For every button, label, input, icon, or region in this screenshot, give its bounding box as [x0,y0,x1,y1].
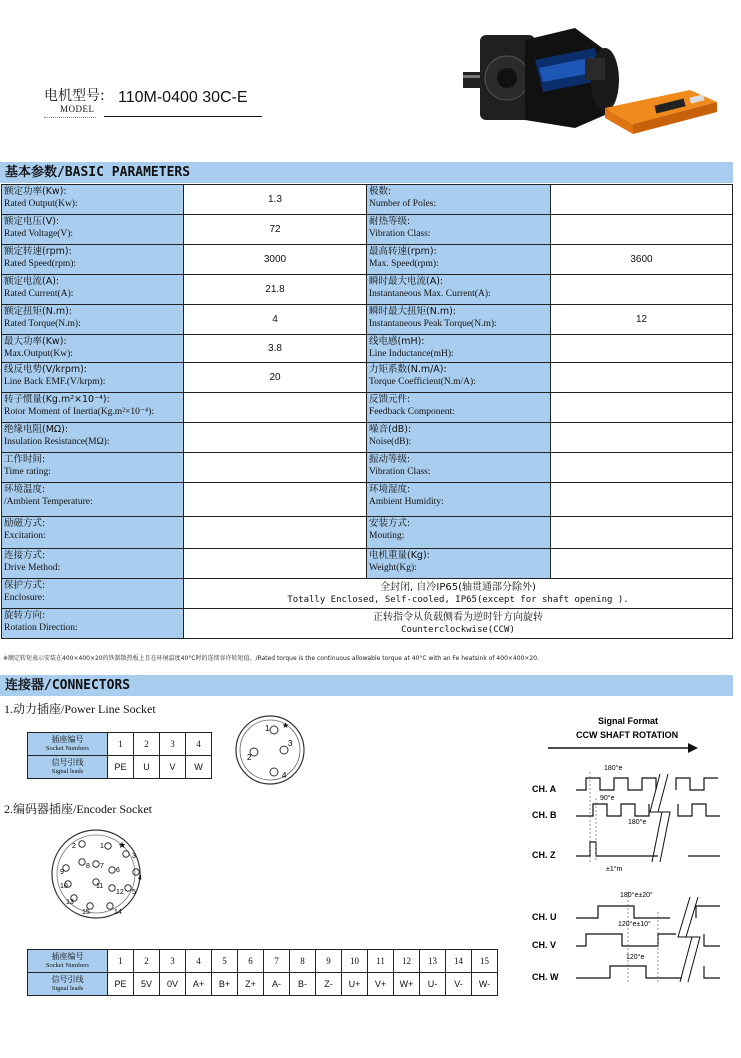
encoder-socket-number: 14 [446,950,472,973]
parameter-label-cn: 励磁方式: [4,518,46,529]
parameter-label-cn: 安装方式: [369,518,411,529]
encoder-socket-number: 11 [368,950,394,973]
parameter-label [2,393,184,423]
parameter-value [551,453,733,483]
parameter-label [367,423,551,453]
parameter-label-cn: 额定扭矩(N.m): [4,306,72,317]
phase-annotation: 90°e [600,795,615,802]
encoder-socket-signal: U+ [342,973,368,996]
encoder-socket-number: 7 [264,950,290,973]
parameter-row [2,275,733,305]
rotation-direction-row [2,609,733,639]
parameter-value-en: Counterclockwise(CCW) [401,624,515,635]
encoder-socket-signal: Z- [316,973,342,996]
parameter-label-cn: 振动等级: [369,454,411,465]
encoder-socket-signal: V+ [368,973,394,996]
parameter-label-en: Rotor Moment of Inertia(Kg.m²×10⁻⁴): [4,407,155,417]
parameter-value: 3.8 [184,335,367,363]
parameter-value: 20 [184,363,367,393]
parameter-label-cn: 额定转速(rpm): [4,246,72,257]
parameter-label-cn: 瞬时最大扭矩(N.m): [369,306,456,317]
parameter-row [2,185,733,215]
parameter-label-en: Line Inductance(mH): [369,349,454,359]
power-socket-number: 1 [108,733,134,756]
power-socket-number-row [28,733,212,756]
encoder-socket-signal: V- [446,973,472,996]
parameter-label [2,609,184,639]
parameter-label [367,275,551,305]
encoder-pin-label: 4 [138,875,142,882]
encoder-pin [109,885,115,891]
encoder-pin [105,843,111,849]
encoder-socket-number: 8 [290,950,316,973]
parameter-value [184,609,733,639]
power-socket-signal: PE [108,756,134,779]
encoder-socket-signal: B+ [212,973,238,996]
model-value: 110M-0400 30C-E [118,89,248,106]
parameter-label [2,275,184,305]
signal-leads-header: 信号引线 Signal leads [28,973,108,996]
parameter-label-cn: 工作时间: [4,454,46,465]
parameter-row [2,483,733,517]
parameter-value: 1.3 [184,185,367,215]
encoder-pin [93,861,99,867]
parameter-label-en: Vibration Class: [369,467,431,477]
parameter-label-cn: 环境温度: [4,484,46,495]
encoder-pin-label: 9 [60,869,64,876]
power-socket-pinout-diagram [232,712,308,788]
encoder-socket-signal: 5V [134,973,160,996]
parameter-value [551,393,733,423]
model-label-en: MODEL [60,104,95,114]
encoder-socket-number: 13 [420,950,446,973]
socket-number-header: 插座编号 Socket Numbers [28,950,108,973]
channel-waveform [576,804,720,816]
parameter-label-en: Max.Output(Kw): [4,349,73,359]
parameter-value [551,363,733,393]
parameter-label-cn: 电机重量(Kg): [369,550,430,561]
parameter-row [2,363,733,393]
encoder-pin-label: 11 [96,883,104,890]
parameter-value [184,549,367,579]
encoder-pin [109,867,115,873]
channel-label: CH. W [532,972,559,982]
parameter-value [551,275,733,305]
arrow-right-icon [688,743,698,753]
star-icon: ★ [118,840,127,850]
channel-waveform [576,842,720,856]
parameter-row [2,423,733,453]
channel-label: CH. B [532,810,557,820]
parameter-label [367,305,551,335]
parameter-value [184,579,733,609]
parameter-label [367,363,551,393]
parameter-label [367,245,551,275]
encoder-pin-label: 1 [100,843,104,850]
parameter-row [2,335,733,363]
encoder-pin [79,841,85,847]
enclosure-row [2,579,733,609]
parameter-label-en: Rotation Direction: [4,623,78,633]
encoder-pin-label: 14 [114,909,122,916]
encoder-socket-number: 3 [160,950,186,973]
parameter-label [367,335,551,363]
phase-annotation: 180°e±20° [620,892,653,899]
encoder-socket-number: 15 [472,950,498,973]
encoder-pin-label: 12 [116,889,124,896]
encoder-socket-number: 2 [134,950,160,973]
power-socket-signal: W [186,756,212,779]
parameter-value [551,423,733,453]
parameter-label [367,185,551,215]
parameter-label-cn: 噪音(dB): [369,424,412,435]
parameter-label-cn: 环境湿度: [369,484,411,495]
model-dotted-line [44,117,96,118]
power-socket-number: 4 [186,733,212,756]
parameter-label-cn: 瞬时最大电流(A): [369,276,444,287]
parameter-row [2,393,733,423]
power-pin-label: 3 [288,739,293,748]
encoder-socket-number: 10 [342,950,368,973]
parameter-label-en: Rated Output(Kw): [4,199,78,209]
parameter-row [2,305,733,335]
parameter-label-en: Number of Poles: [369,199,437,209]
parameter-label-cn: 绝缘电阻(MΩ): [4,424,69,435]
channel-label: CH. U [532,912,557,922]
encoder-pin [123,851,129,857]
parameter-label [2,549,184,579]
phase-annotation: ±1°m [606,866,623,873]
encoder-pin [79,859,85,865]
encoder-socket-signal: B- [290,973,316,996]
parameter-label-cn: 极数: [369,186,392,197]
power-socket-table [27,732,212,779]
encoder-pin-label: 2 [72,843,76,850]
parameter-value [551,215,733,245]
parameter-value [184,423,367,453]
parameter-label-cn: 线反电势(V/krpm): [4,364,88,375]
parameter-label-cn: 额定功率(Kw): [4,186,67,197]
parameter-label-en: Rated Voltage(V): [4,229,74,239]
parameter-label [2,215,184,245]
parameter-row [2,215,733,245]
encoder-socket-title: 2.编码器插座/Encoder Socket [4,802,152,816]
parameter-label [367,215,551,245]
encoder-socket-table [27,949,498,996]
parameter-label [2,423,184,453]
parameter-row [2,245,733,275]
encoder-socket-number: 6 [238,950,264,973]
power-socket-number: 2 [134,733,160,756]
parameter-label-cn: 旋转方向: [4,610,46,621]
parameter-label [2,245,184,275]
parameter-value: 3000 [184,245,367,275]
encoder-pin-label: 6 [116,867,120,874]
parameter-label-cn: 连接方式: [4,550,46,561]
parameter-label-cn: 力矩系数(N.m/A): [369,364,447,375]
parameter-label-cn: 最大功率(Kw): [4,336,67,347]
socket-number-header: 插座编号 Socket Numbers [28,733,108,756]
encoder-socket-signal: W+ [394,973,420,996]
parameter-label-en: Drive Method: [4,563,61,573]
phase-annotation: 120°e [626,954,645,961]
parameter-value: 12 [551,305,733,335]
encoder-socket-number-row [28,950,498,973]
channel-label: CH. V [532,940,557,950]
channel-waveform [576,778,718,790]
encoder-socket-number: 12 [394,950,420,973]
parameter-label-en: Feedback Component: [369,407,455,417]
power-pin-label: 2 [247,753,252,762]
encoder-pin-label: 7 [100,863,104,870]
parameter-label-en: Time rating: [4,467,51,477]
phase-annotation: 180°e [628,819,647,826]
parameter-label-en: Rated Current(A): [4,289,74,299]
parameter-value [184,483,367,517]
encoder-socket-number: 4 [186,950,212,973]
encoder-pin [107,903,113,909]
parameter-label [2,363,184,393]
encoder-socket-number: 9 [316,950,342,973]
power-socket-signal-row [28,756,212,779]
parameter-label-cn: 反馈元件: [369,394,411,405]
parameter-value-cn: 正转指令从负载侧看为逆时针方向旋转 [373,611,543,623]
parameter-value: 72 [184,215,367,245]
basic-parameters-table [1,184,733,639]
parameter-label [2,185,184,215]
parameter-value-cn: 全封闭, 自冷IP65(轴贯通部分除外) [380,581,536,593]
basic-parameters-header: 基本参数/BASIC PARAMETERS [0,162,733,183]
encoder-pin-label: 15 [82,909,90,916]
parameter-value: 4 [184,305,367,335]
parameter-value: 3600 [551,245,733,275]
power-socket-number: 3 [160,733,186,756]
parameter-value [551,483,733,517]
phase-annotation: 120°e±10° [618,921,651,928]
parameter-label [2,579,184,609]
star-icon: ★ [282,721,290,730]
parameter-label [2,305,184,335]
encoder-socket-signal: PE [108,973,134,996]
encoder-socket-signal: A- [264,973,290,996]
parameter-label [367,453,551,483]
parameter-value [184,453,367,483]
encoder-socket-signal: U- [420,973,446,996]
parameter-value [184,517,367,549]
power-pin-label: 4 [282,771,287,780]
parameter-label [367,393,551,423]
parameter-label-en: Vibration Class: [369,229,431,239]
parameter-label-en: Line Back EMF.(V/krpm): [4,377,106,387]
signal-leads-header: 信号引线 Signal leads [28,756,108,779]
phase-annotation: 180°e [604,765,623,772]
signal-timing-diagram [528,712,736,1012]
channel-waveform [576,906,720,918]
parameter-label-cn: 额定电压(V): [4,216,60,227]
parameter-label [367,549,551,579]
parameter-label-en: Max. Speed(rpm): [369,259,439,269]
parameter-label-en: Torque Coefficient(N.m/A): [369,377,476,387]
encoder-socket-number: 5 [212,950,238,973]
encoder-pin-label: 13 [66,899,74,906]
parameter-label [367,483,551,517]
encoder-pin-label: 10 [60,883,68,890]
parameter-value: 21.8 [184,275,367,305]
parameter-label-en: Insulation Resistance(MΩ): [4,437,110,447]
encoder-pin-label: 5 [132,889,136,896]
parameter-label-cn: 耐热等级: [369,216,411,227]
parameter-label-en: Enclosure: [4,593,45,603]
parameter-label-en: /Ambient Temperature: [4,497,93,507]
encoder-socket-signal: 0V [160,973,186,996]
parameter-label-en: Weight(Kg): [369,563,417,573]
model-label-cn: 电机型号: [44,88,105,104]
parameter-label-cn: 额定电流(A): [4,276,60,287]
parameter-label-en: Ambient Humidity: [369,497,444,507]
encoder-socket-signal: A+ [186,973,212,996]
channel-label: CH. A [532,784,557,794]
channel-label: CH. Z [532,850,556,860]
parameter-label-cn: 保护方式: [4,580,46,591]
parameter-label-en: Noise(dB): [369,437,412,447]
parameter-row [2,517,733,549]
parameter-label [2,453,184,483]
power-socket-title: 1.动力插座/Power Line Socket [4,702,156,716]
encoder-pin [125,885,131,891]
parameter-label [2,483,184,517]
motor-product-image [455,20,725,140]
parameter-label [367,517,551,549]
parameter-label-cn: 转子惯量(Kg.m²×10⁻⁴): [4,394,110,405]
parameter-value-en: Totally Enclosed, Self-cooled, IP65(except for shaft opening ). [287,594,629,605]
parameter-row [2,453,733,483]
power-socket-signal: V [160,756,186,779]
parameter-label-en: Excitation: [4,531,46,541]
parameter-value [551,335,733,363]
parameter-label [2,335,184,363]
parameter-value [551,185,733,215]
encoder-pin-label: 8 [86,863,90,870]
parameter-row [2,549,733,579]
parameter-label-cn: 线电感(mH): [369,336,425,347]
parameter-value [184,393,367,423]
parameter-label-cn: 最高转速(rpm): [369,246,437,257]
power-pin-label: 1 [265,724,270,733]
encoder-socket-signal: Z+ [238,973,264,996]
channel-waveform [576,966,720,978]
model-underline [104,116,262,117]
parameter-value [551,549,733,579]
parameter-value [551,517,733,549]
power-socket-signal: U [134,756,160,779]
ccw-rotation-title: CCW SHAFT ROTATION [576,730,679,740]
parameter-label-en: Rated Speed(rpm): [4,259,77,269]
encoder-socket-signal-row [28,973,498,996]
encoder-socket-number: 1 [108,950,134,973]
signal-format-title: Signal Format [598,716,659,726]
parameter-label [2,517,184,549]
connectors-header: 连接器/CONNECTORS [0,675,733,696]
parameter-label-en: Instantaneous Peak Torque(N.m): [369,319,497,329]
encoder-socket-pinout-diagram [48,826,144,922]
parameter-label-en: Rated Torque(N.m): [4,319,81,329]
parameter-label-en: Mouting: [369,531,405,541]
encoder-pin-label: 3 [132,853,136,860]
encoder-socket-signal: W- [472,973,498,996]
parameter-label-en: Instantaneous Max. Current(A): [369,289,491,299]
rated-torque-footnote: ※额定转矩表示安装在400×400×20的铁制散热板上且在环境温度40°C时的连续容许转矩值。/Rated torque is the continuous allowable torque at 40°C with an Fe heatsink of 400×400×20. [3,655,539,662]
